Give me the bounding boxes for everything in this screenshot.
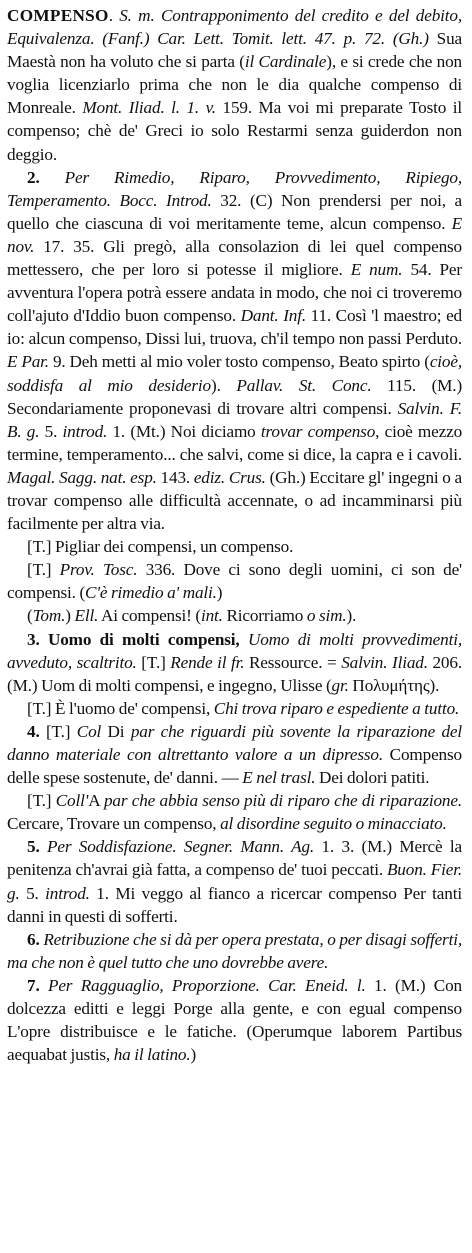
entry-text-segment: Dant. Inf.: [240, 306, 306, 326]
entry-sense-7: [7, 974, 462, 1066]
entry-text-segment: 1. 3. (M.) Mercè la penitenza ch'avrai già fatta, a compenso de' tuoi peccati.: [7, 837, 463, 880]
entry-text-segment: A: [88, 791, 104, 811]
entry-text-segment: 11. Così 'l maestro; ed io: alcun compenso, Dissi lui, truova, ch'il tempo non passi Perduto.: [7, 306, 462, 349]
entry-text-segment: (: [27, 606, 33, 626]
entry-text-segment: S. m. Contrapponimento del credito e del debito, Equivalenza. (Fanf.) Car. Lett. Tomit. lett. 47. p. 72. (Gh.): [7, 6, 462, 49]
entry-text-segment: Mont. Iliad. l. 1. v.: [82, 98, 216, 118]
entry-text-segment: E Par.: [7, 352, 49, 372]
entry-text-segment: Salvin. F. B. g.: [7, 398, 462, 441]
entry-text-segment: cioè, soddisfa al mio desiderio: [7, 352, 462, 395]
entry-text-segment: o sim.: [306, 606, 347, 626]
entry-text-segment: 206. (M.) Uom di molti compensi, e ingegno, Ulisse (: [7, 652, 462, 695]
entry-text-segment: al disordine seguito o minacciato.: [220, 814, 447, 834]
entry-text-segment: 336. Dove ci sono degli uomini, ci son de' compensi. (: [7, 560, 462, 603]
entry-text-segment: Pallav. St. Conc.: [236, 375, 372, 395]
entry-text-segment: Chi trova riparo e espediente a tutto.: [213, 698, 460, 718]
entry-text-segment: par che abbia senso più di riparo che di riparazione.: [103, 791, 462, 811]
entry-text-segment: Magal. Sagg. nat. esp.: [7, 467, 157, 487]
entry-text-segment: par che riguardi più sovente la riparazione del danno materiale con altrettanto valore a un dipresso.: [7, 721, 462, 764]
entry-text-segment: Cercare, Trovare un compenso,: [7, 814, 221, 834]
entry-text-segment: 17. 35. Gli pregò, alla consolazion di lei quel compenso mettessero, che per loro si potesse il migliore.: [7, 236, 462, 280]
entry-text-segment: Per Soddisfazione. Segner. Mann. Ag.: [47, 837, 315, 857]
entry-text-segment: [T.]: [27, 560, 60, 580]
entry-text-segment: ).: [346, 606, 357, 626]
entry-text-segment: 143.: [156, 467, 194, 487]
entry-text-segment: trovar compenso,: [260, 421, 380, 441]
entry-text-segment: [T.]: [27, 791, 56, 811]
entry-text-segment: (Gh.) Eccitare gl' ingegni o a trovar compenso alle difficultà accennate, o ad incamminarsi più facilmente per altra via.: [7, 467, 462, 534]
entry-text-segment: introd.: [45, 883, 90, 903]
entry-sense-2-ellipsis: [7, 604, 462, 627]
entry-text-segment: 1. Mi veggo al fianco a ricercar compenso Per tanti danni in questi di sofferti.: [7, 883, 462, 926]
entry-text-segment: 2.: [27, 167, 65, 187]
entry-text-segment: Retribuzione che si dà per opera prestata, o per disagi sofferti, ma che non è quel tutto che uno dovrebbe avere.: [7, 929, 462, 972]
entry-text-segment: Uomo di molti provvedimenti, avveduto, scaltrito.: [7, 629, 462, 672]
entry-text-segment: int.: [200, 606, 223, 626]
entry-headword-definition: [7, 4, 462, 166]
entry-text-segment: ).: [211, 375, 237, 395]
entry-text-segment: Per Rimedio, Riparo, Provvedimento, Ripiego, Temperamento. Bocc. Introd.: [7, 167, 462, 210]
entry-text-segment: Ressource. =: [244, 652, 342, 672]
entry-text-segment: .: [108, 6, 120, 25]
entry-text-segment: E num.: [350, 260, 403, 280]
entry-text-segment: ediz. Crus.: [193, 467, 266, 487]
entry-text-segment: E nel trasl.: [242, 768, 316, 788]
entry-text-segment: Di: [101, 721, 131, 741]
entry-text-segment: 9. Deh metti al mio voler tosto compenso, Beato spirto (: [48, 352, 430, 372]
entry-text-segment: Salvin. Iliad.: [341, 652, 428, 672]
entry-text-segment: 1. (Mt.) Noi diciamo: [107, 421, 261, 441]
entry-text-segment: 1. (M.) Con dolcezza editti e leggi Porge alla gente, e con egual compenso L'opre distribuisce e le fatiche. (Operumque laborem Partibus aequabat justis,: [7, 975, 462, 1065]
entry-text-segment: introd.: [62, 421, 108, 441]
entry-sense-2-proverb: [7, 558, 462, 604]
entry-text-segment: Ell.: [74, 606, 99, 626]
entry-text-segment: ha il latino.: [113, 1045, 191, 1065]
entry-text-segment: Ricorriamo: [222, 606, 307, 626]
entry-text-segment: Sua Maestà non ha voluto che si parta (: [7, 29, 462, 72]
entry-text-segment: 5.: [19, 883, 46, 903]
entry-text-segment: Buon. Fier. g.: [7, 860, 462, 903]
entry-text-segment: Tom.: [32, 606, 66, 626]
entry-sense-4-note: [7, 789, 462, 835]
entry-text-segment: 32. (C) Non prendersi per noi, a quello che ciascuna di voi meritamente teme, alcun compenso.: [7, 190, 462, 233]
entry-text-segment: Ai compensi! (: [98, 606, 201, 626]
entry-text-segment: 54. Per avventura l'opera potrà essere andata in modo, che noi ci troveremo coll'ajuto d'Iddio buon compenso.: [7, 260, 462, 326]
entry-text-segment: C'è rimedio a' mali.: [85, 583, 217, 603]
entry-sense-3: [7, 628, 462, 697]
entry-sense-3-note: [7, 697, 462, 720]
entry-text-segment: Prov. Tosc.: [59, 560, 138, 580]
entry-text-segment: 7.: [27, 975, 48, 995]
entry-text-segment: 115. (M.) Secondariamente proponevasi di trovare altri compensi.: [7, 375, 463, 418]
entry-sense-4: [7, 720, 462, 789]
entry-text-segment: ): [190, 1045, 197, 1065]
entry-sense-6: [7, 928, 462, 974]
entry-text-segment: Rende il fr.: [170, 652, 245, 672]
entry-text-segment: [T.]: [136, 652, 171, 672]
entry-text-segment: 3. Uomo di molti compensi,: [27, 629, 248, 649]
entry-text-segment: 4.: [27, 721, 46, 741]
entry-text-segment: ), e si crede che non voglia licenziarlo prima che non le dia qualche compenso di Monreale.: [7, 52, 462, 118]
entry-text-segment: ): [216, 583, 223, 603]
entry-text-segment: 5.: [27, 837, 48, 857]
entry-text-segment: [T.] È l'uomo de' compensi,: [27, 698, 214, 718]
entry-text-segment: Col: [76, 721, 102, 741]
entry-text-segment: Πολυμήτης).: [348, 675, 440, 695]
entry-sense-5: [7, 835, 462, 927]
entry-text-segment: Per Ragguaglio, Proporzione. Car. Eneid. l.: [47, 975, 366, 995]
entry-text-segment: 159. Ma voi mi preparate Tosto il compenso; chè de' Greci io solo Restarmi senza guiderdon non deggio.: [7, 98, 462, 164]
entry-text-segment: il Cardinale: [244, 52, 327, 72]
entry-text-segment: gr.: [331, 675, 349, 695]
entry-sense-2: [7, 166, 462, 536]
entry-text-segment: Dei dolori patiti.: [315, 768, 430, 788]
entry-text-segment: [T.]: [45, 721, 77, 741]
entry-text-segment: Coll': [55, 791, 89, 811]
entry-sense-2-idiom: [7, 535, 462, 558]
entry-text-segment: cioè mezzo termine, temperamento... che salvi, come si dice, la capra e i cavoli.: [7, 421, 463, 464]
entry-text-segment: [T.] Pigliar dei compensi, un compenso.: [27, 537, 294, 557]
entry-text-segment: ): [65, 606, 75, 626]
entry-text-segment: Compenso delle spese sostenute, de' danni. —: [7, 745, 462, 788]
entry-text-segment: 6.: [27, 929, 44, 949]
entry-text-segment: COMPENSO: [7, 6, 109, 25]
entry-text-segment: 5.: [39, 421, 63, 441]
entry-text-segment: E nov.: [7, 213, 462, 256]
